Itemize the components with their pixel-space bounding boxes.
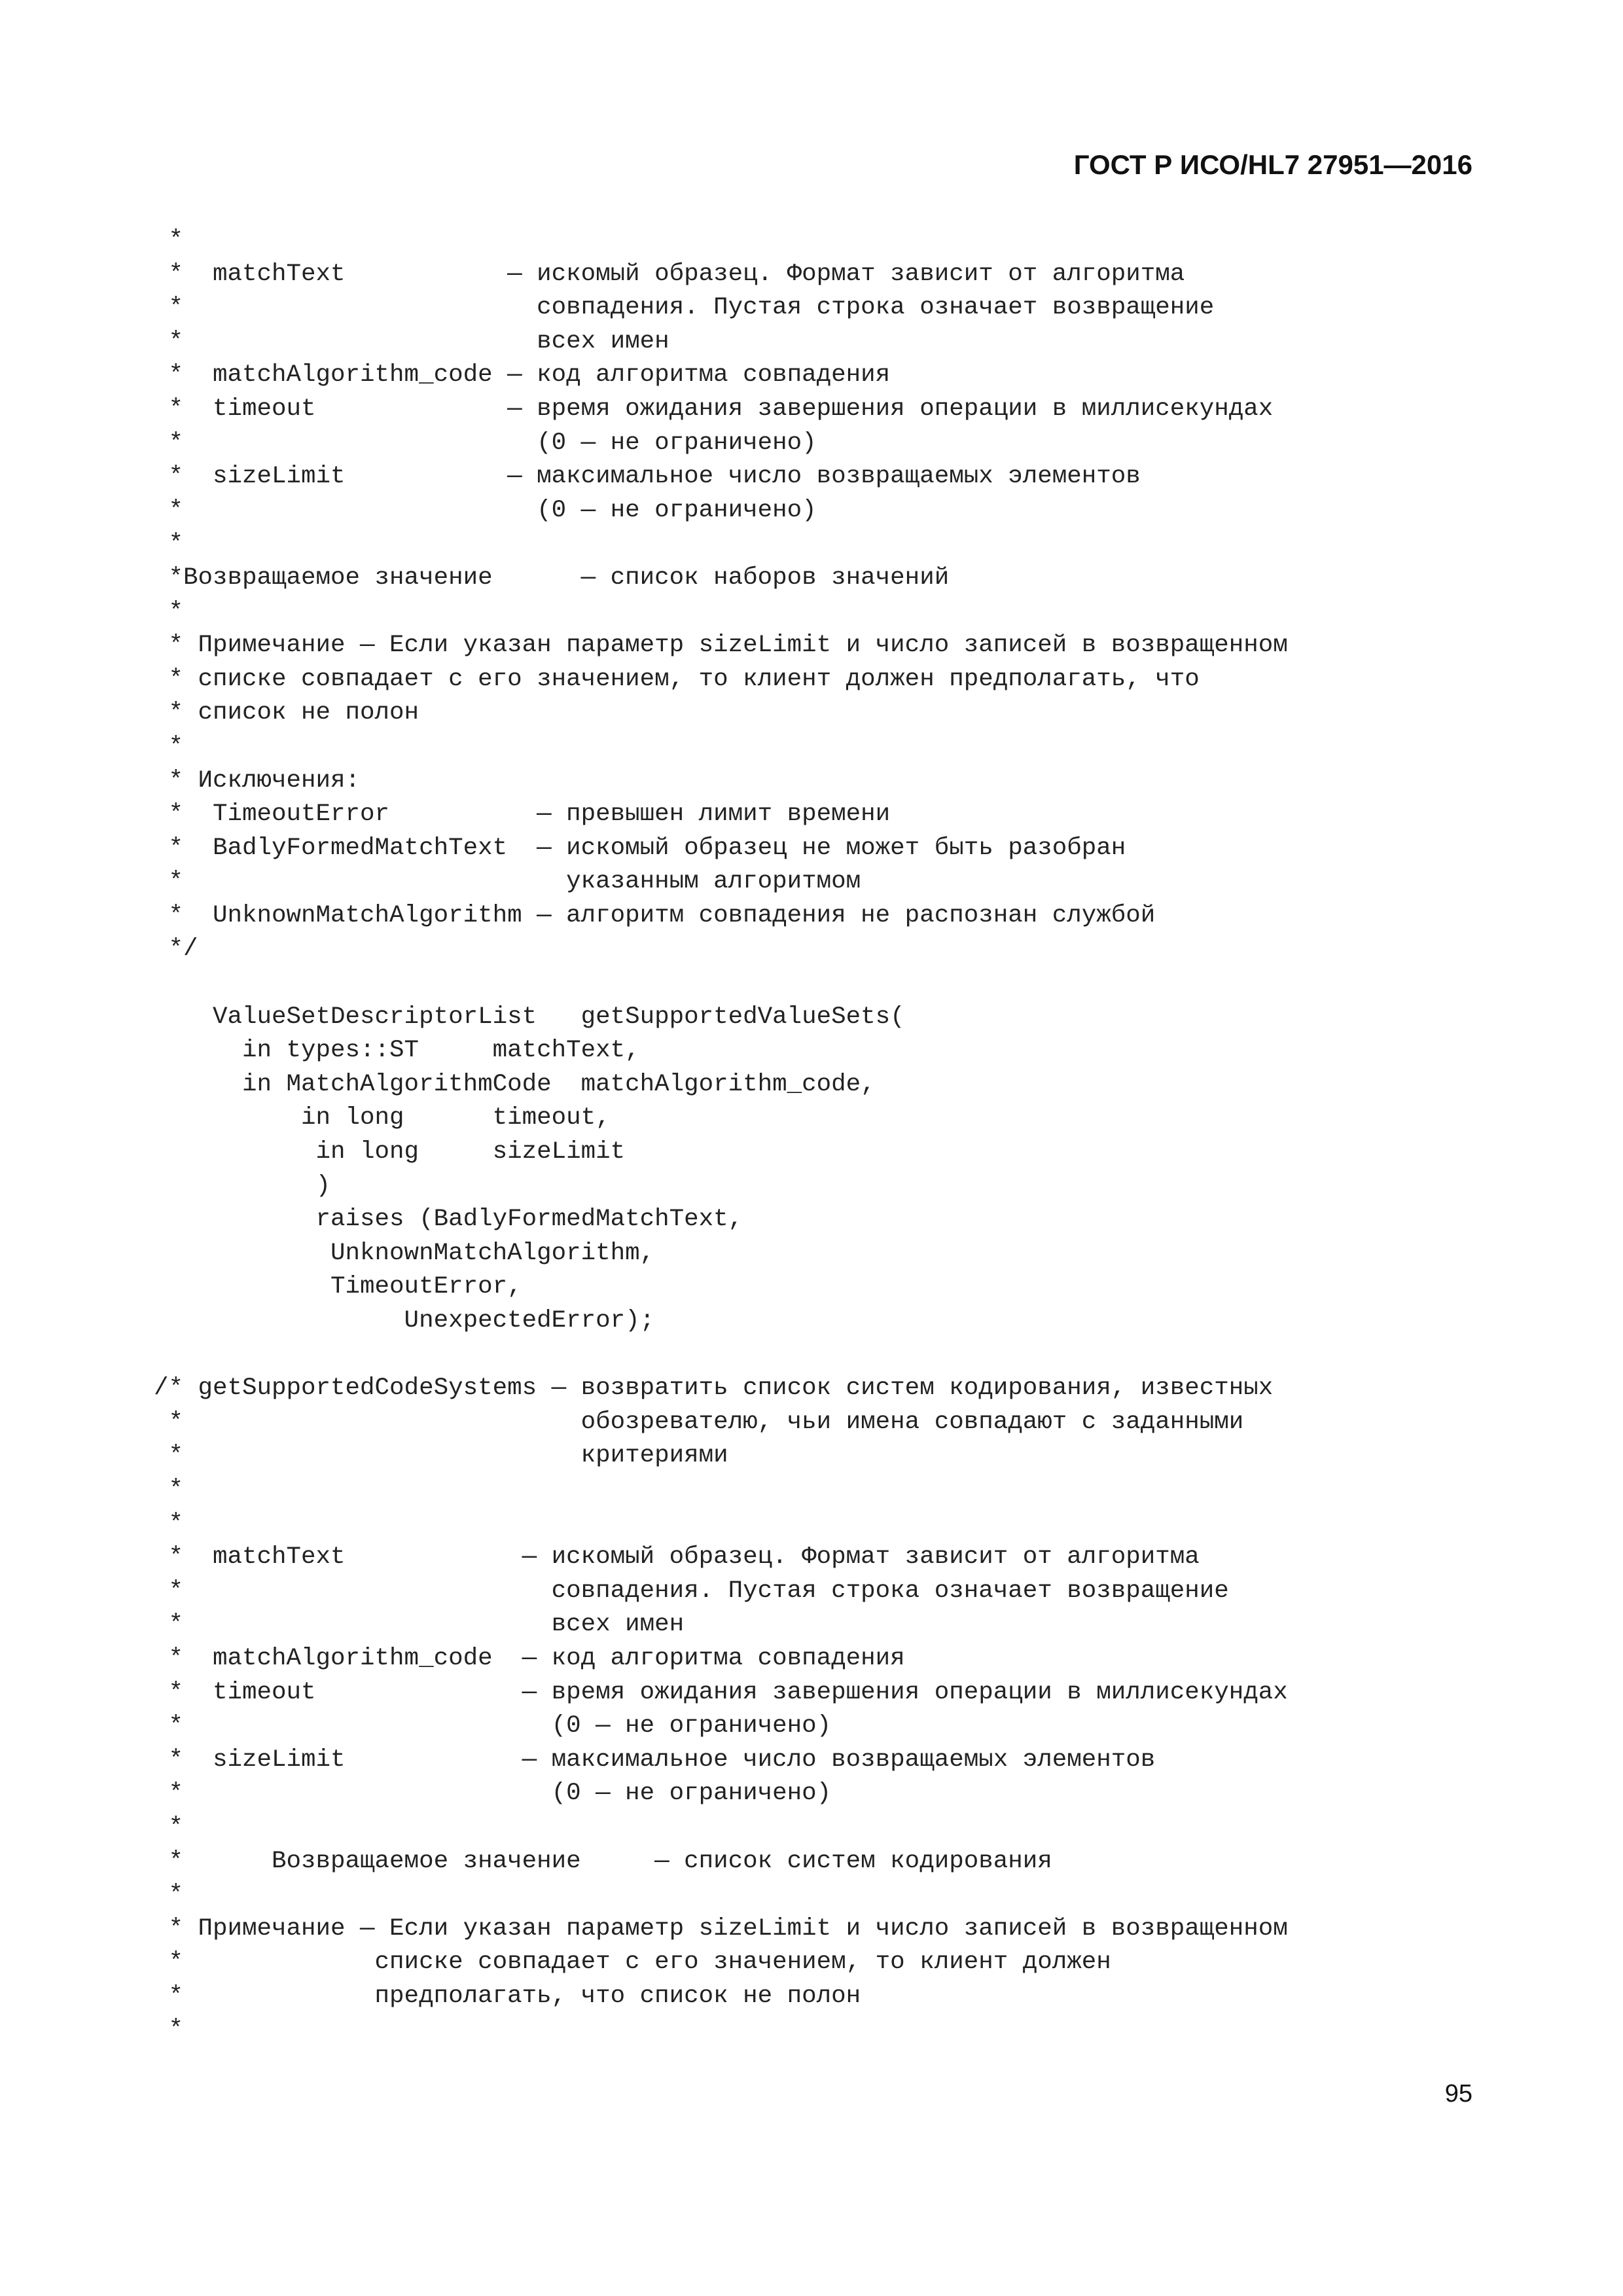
code-line: in types::ST matchText, [154, 1037, 640, 1065]
code-line: * (0 — не ограничено) [154, 496, 817, 524]
code-line: * [154, 1813, 184, 1841]
code-line: *Возвращаемое значение — список наборов значений [154, 564, 950, 592]
code-line: /* getSupportedCodeSystems — возвратить список систем кодирования, известных [154, 1374, 1274, 1403]
code-line: * matchAlgorithm_code — код алгоритма совпадения [154, 1644, 905, 1672]
code-line: * список не полон [154, 699, 419, 727]
code-line: ) [154, 1172, 331, 1200]
page-number: 95 [1444, 2080, 1472, 2108]
code-line: * sizeLimit — максимальное число возвращаемых элементов [154, 463, 1141, 491]
code-line: * совпадения. Пустая строка означает возвращение [154, 294, 1215, 322]
code-line: * обозревателю, чьи имена совпадают с заданными [154, 1408, 1244, 1436]
code-line: * списке совпадает с его значением, то клиент должен предполагать, что [154, 665, 1200, 693]
code-line: * (0 — не ограничено) [154, 1712, 832, 1740]
code-line: */ [154, 935, 198, 963]
code-line: * Возвращаемое значение — список систем кодирования [154, 1847, 1052, 1875]
code-line [154, 1338, 1288, 1372]
code-line: * [154, 226, 184, 254]
code-line: * (0 — не ограничено) [154, 1780, 832, 1808]
code-line: in long sizeLimit [154, 1138, 626, 1166]
code-line: * timeout — время ожидания завершения операции в миллисекундах [154, 395, 1274, 423]
code-line: * UnknownMatchAlgorithm — алгоритм совпадения не распознан службой [154, 901, 1156, 929]
code-line: * [154, 1881, 184, 1909]
code-line: * списке совпадает с его значением, то клиент должен [154, 1948, 1111, 1977]
code-line: in MatchAlgorithmCode matchAlgorithm_code, [154, 1070, 876, 1098]
code-line: * [154, 1509, 184, 1537]
code-line: * matchText — искомый образец. Формат зависит от алгоритма [154, 1543, 1200, 1571]
code-line [154, 967, 1288, 1001]
code-line: * sizeLimit — максимальное число возвращаемых элементов [154, 1746, 1156, 1774]
code-line: * [154, 598, 184, 626]
code-line: UnexpectedError); [154, 1307, 655, 1335]
standard-code-header: ГОСТ Р ИСО/HL7 27951—2016 [1073, 149, 1472, 180]
code-line: * BadlyFormedMatchText — искомый образец не может быть разобран [154, 834, 1126, 862]
code-line: * matchText — искомый образец. Формат зависит от алгоритма [154, 260, 1185, 288]
code-line: * [154, 530, 184, 558]
code-line: raises (BadlyFormedMatchText, [154, 1206, 743, 1234]
code-line: * Исключения: [154, 766, 361, 795]
code-line: ValueSetDescriptorList getSupportedValueSets( [154, 1003, 905, 1031]
code-line: * указанным алгоритмом [154, 868, 861, 896]
code-listing [154, 224, 1288, 2047]
code-line: UnknownMatchAlgorithm, [154, 1239, 655, 1267]
code-line: * TimeoutError — превышен лимит времени [154, 800, 891, 829]
code-line: * [154, 2016, 184, 2044]
code-line: * timeout — время ожидания завершения операции в миллисекундах [154, 1678, 1288, 1706]
code-line: * [154, 1475, 184, 1503]
code-line: * Примечание — Если указан параметр sizeLimit и число записей в возвращенном [154, 632, 1288, 660]
code-line: * предполагать, что список не полон [154, 1982, 861, 2010]
code-line: TimeoutError, [154, 1273, 522, 1301]
code-line: * критериями [154, 1442, 728, 1470]
code-line: * совпадения. Пустая строка означает возвращение [154, 1577, 1229, 1605]
code-line: * (0 — не ограничено) [154, 429, 817, 457]
code-line: * Примечание — Если указан параметр sizeLimit и число записей в возвращенном [154, 1914, 1288, 1943]
code-line: * всех имен [154, 327, 669, 355]
code-line: * matchAlgorithm_code — код алгоритма совпадения [154, 361, 891, 389]
code-line: * всех имен [154, 1611, 685, 1639]
code-line: in long timeout, [154, 1104, 611, 1132]
code-line: * [154, 732, 184, 761]
